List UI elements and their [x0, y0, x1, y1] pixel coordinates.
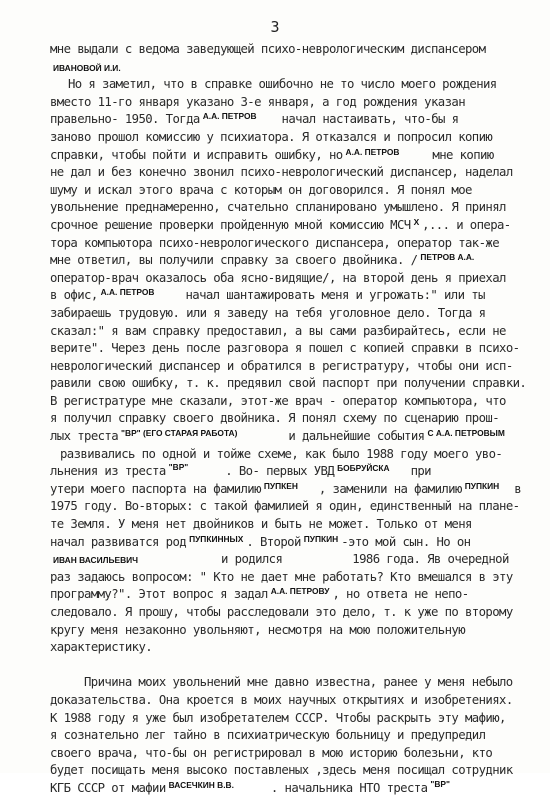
- text-segment: В регистратуре мне сказали, этот-же врач - оператор компьютора, что: [50, 393, 506, 408]
- text-segment: равили свою ошибку, т. к. предявил свой паспорт при получении справки.: [50, 376, 527, 391]
- redacted-name-petrov-short: ПЕТРОВ А.А.: [420, 252, 475, 263]
- text-segment: будет посищать меня высоко поставленых ,здесь меня посищал сотрудник: [50, 763, 513, 778]
- text-line: [50, 111, 530, 129]
- text-line: [50, 428, 530, 446]
- text-segment: начал настаивать, что-бы я: [281, 112, 459, 127]
- text-segment: ,... и опера-: [422, 217, 511, 232]
- text-segment: доказательства. Она кроется в моих научных открытиях и изобретениях.: [50, 692, 513, 707]
- text-segment: мне копию: [432, 147, 494, 162]
- text-line: [50, 270, 530, 288]
- text-segment: и дальнейшие события: [288, 429, 425, 444]
- text-line: [50, 674, 530, 692]
- text-line: [50, 94, 530, 112]
- text-segment: льнения из треста: [50, 464, 166, 479]
- text-line: [50, 323, 530, 341]
- text-segment: кругу меня незаконно увольняют, несмотря на мою положительную: [50, 622, 466, 637]
- text-line: [50, 217, 530, 235]
- text-line: [50, 41, 530, 59]
- text-line: [50, 780, 530, 798]
- text-segment: верите". Через день после разговора я пошел с копией справки в психо-: [50, 341, 520, 356]
- redacted-surname-pupken: ПУПКЕН: [263, 480, 298, 491]
- text-segment: начал развиватся род: [50, 534, 187, 549]
- text-segment: те Земля. У меня нет двойников и быть не может. Только от меня: [50, 517, 472, 532]
- text-segment: вместо 11-го января указано 3-е января, а год рождения указан: [50, 94, 466, 109]
- text-segment: лых треста: [50, 429, 119, 444]
- text-line: [50, 235, 530, 253]
- text-segment: в: [514, 481, 522, 496]
- redacted-name-petrov-instr: С А.А. ПЕТРОВЫМ: [427, 428, 505, 439]
- text-line: [50, 727, 530, 745]
- blank-line: [50, 657, 530, 675]
- text-segment: неврологический диспансер и обратился в регистратуру, чтобы они исп-: [50, 358, 513, 373]
- text-line: [50, 147, 530, 165]
- redacted-org-vr-old: "ВР" (ЕГО СТАРАЯ РАБОТА): [121, 428, 238, 439]
- redacted-name-ivan-vasilevich: ИВАН ВАСИЛЬЕВИЧ: [53, 555, 139, 566]
- text-segment: тора компьютора психо-неврологического диспансера, оператор так-же: [50, 235, 500, 250]
- text-line: [50, 692, 530, 710]
- text-segment: К 1988 году я уже был изобретателем СССР. Чтобы раскрыть эту мафию,: [50, 710, 506, 725]
- text-segment: следовало. Я прошу, чтобы расследовали это дело, т. к уже по второму: [50, 605, 513, 619]
- text-segment: Причина моих увольнений мне давно известна, ранее у меня небыло: [84, 675, 513, 690]
- redacted-name-petrov-dat: А.А. ПЕТРОВУ: [270, 586, 330, 597]
- text-segment: программу?". Этот вопрос я задал: [50, 587, 268, 602]
- text-segment: правельно- 1950. Тогда: [50, 112, 200, 127]
- redacted-name-petrov: А.А. ПЕТРОВ: [345, 146, 400, 157]
- text-segment: -это мой сын. Но он: [341, 534, 471, 549]
- text-line: [50, 393, 530, 411]
- text-line: [50, 516, 530, 534]
- text-line: [50, 252, 530, 270]
- text-line: [50, 410, 530, 428]
- redacted-org-vr: "ВР": [168, 463, 189, 473]
- text-line: [50, 586, 530, 604]
- text-segment: . Во- первых УВД: [225, 464, 335, 479]
- document-body: [50, 41, 530, 798]
- text-segment: 1975 году. Во-вторых: с такой фамилией я один, единственный на плане-: [50, 499, 520, 514]
- text-line: [50, 710, 530, 728]
- text-line: [50, 745, 530, 763]
- text-segment: при: [410, 464, 431, 479]
- text-line: [50, 569, 530, 587]
- text-segment: начал шантажировать меня и угрожать:" или ты: [185, 288, 485, 303]
- text-line: [50, 375, 530, 393]
- redacted-surname-pupkinykh: ПУПКИННЫХ: [189, 533, 244, 544]
- text-segment: мне ответил, вы получили справку за своего двойника. /: [50, 253, 418, 268]
- text-line: [50, 481, 530, 499]
- redacted-city-bobruisk: БОБРУЙСКА: [337, 463, 390, 474]
- text-segment: . начальника НТО треста: [270, 780, 428, 795]
- text-line: [50, 182, 530, 200]
- text-segment: не дал и без конечно звонил психо-неврологический диспансер, наделал: [50, 165, 513, 180]
- text-line: [50, 463, 530, 481]
- text-line: [50, 622, 530, 640]
- text-segment: справки, чтобы пойти и исправить ошибку, но: [50, 147, 343, 162]
- redacted-name-petrov: А.А. ПЕТРОВ: [202, 111, 257, 122]
- text-line: [50, 639, 530, 657]
- text-line: [50, 446, 530, 464]
- text-segment: , заменили на фамилию: [318, 481, 462, 496]
- text-segment: 1986 года. Яв очередной: [352, 552, 509, 567]
- text-segment: КГБ СССР от мафии: [50, 780, 166, 795]
- redacted-surname-pupkin: ПУПКИН: [464, 480, 500, 491]
- text-segment: раз задаюсь вопросом: " Кто не дает мне работать? Кто вмешался в эту: [50, 569, 513, 584]
- text-segment: характеристику.: [50, 640, 153, 655]
- text-segment: Но я заметил, что в справке ошибочно не то число моего рождения: [68, 77, 497, 92]
- text-line: [50, 358, 530, 376]
- text-segment: увольнение преднамеренно, счательно спланировано умышлено. Я принял: [50, 200, 506, 215]
- text-segment: забираешь трудовую. или я заведу на тебя уголовное дело. Тогда я: [50, 305, 486, 320]
- text-segment: срочное решение проверки пройденную мной комиссию МСЧ: [50, 217, 411, 232]
- redacted-name-ivanova: ИВАНОВОЙ И.И.: [53, 62, 121, 73]
- text-line: [50, 498, 530, 516]
- text-line: [50, 129, 530, 147]
- redacted-name-petrov: А.А. ПЕТРОВ: [100, 287, 155, 298]
- text-segment: заново прошол комиссию у психиатора. Я отказался и попросил копию: [50, 129, 493, 144]
- text-line: [50, 340, 530, 358]
- text-line: [50, 199, 530, 217]
- redacted-mark-x: Х: [413, 216, 420, 227]
- text-line: [50, 164, 530, 182]
- text-segment: оператор-врач оказалось оба ясно-видящие/, на второй день я приехал: [50, 270, 506, 285]
- text-line: [50, 534, 530, 552]
- text-segment: сказал:" я вам справку предоставил, а вы сами разбирайтесь, если не: [50, 323, 506, 338]
- redacted-org-vr: "ВР": [430, 779, 450, 789]
- text-line: [50, 305, 530, 323]
- text-segment: в офис,: [50, 288, 98, 303]
- text-segment: развивались по одной и тойже схеме, как было 1988 году моего уво-: [60, 446, 503, 461]
- text-line: [50, 604, 530, 622]
- text-segment: своего врача, что-бы он регистрировал в мою историю болезьни, кто: [50, 745, 493, 760]
- text-segment: я сознательно лег тайно в психиатрическую больницу и предупредил: [50, 728, 486, 743]
- text-line: [50, 551, 530, 569]
- page-number: 3: [270, 18, 280, 36]
- text-segment: утери моего паспорта на фамилию: [50, 481, 261, 496]
- redacted-name-vasechkin: ВАСЕЧКИН В.В.: [168, 779, 234, 790]
- text-segment: . Второй: [246, 534, 301, 549]
- text-segment: мне выдали с ведома заведующей психо-неврологическим диспансером: [50, 42, 486, 56]
- text-line: [50, 59, 530, 77]
- text-segment: , но ответа не непо-: [332, 587, 469, 602]
- redacted-surname-pupkin: ПУПКИН: [303, 533, 339, 544]
- text-line: [50, 287, 530, 305]
- text-line: [50, 762, 530, 780]
- text-segment: шуму и искал этого врача с которым он договорился. Я понял мое: [50, 182, 472, 197]
- text-line: [50, 76, 530, 94]
- text-segment: я получил справку своего двойника. Я понял схему по сценарию прош-: [50, 411, 500, 426]
- text-segment: и родился: [221, 552, 283, 567]
